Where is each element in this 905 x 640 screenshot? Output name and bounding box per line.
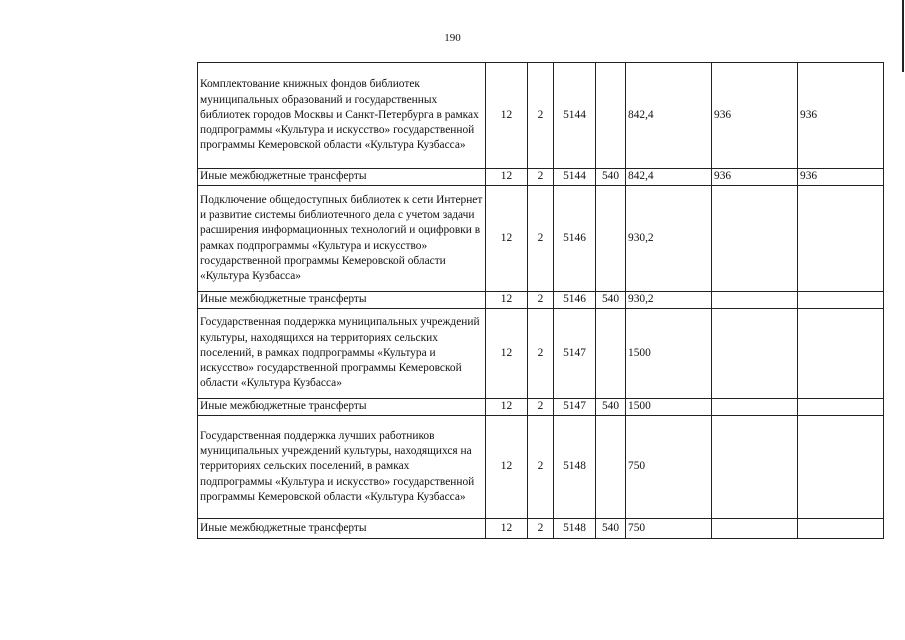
table-row <box>198 292 884 309</box>
target-code: 5147 <box>554 309 596 399</box>
target-code: 5148 <box>554 416 596 519</box>
amount-3 <box>798 292 884 309</box>
subsection-code: 2 <box>528 186 554 292</box>
expense-type-code <box>596 186 626 292</box>
amount-3: 936 <box>798 63 884 169</box>
page-edge-line <box>902 0 904 72</box>
section-code: 12 <box>486 309 528 399</box>
expense-type-code <box>596 309 626 399</box>
expense-type-code: 540 <box>596 399 626 416</box>
table-row <box>198 519 884 539</box>
amount-1: 750 <box>626 519 712 539</box>
amount-1: 930,2 <box>626 186 712 292</box>
row-description: Государственная поддержка муниципальных учреждений культуры, находящихся на территориях сельских поселений, в рамках подпрограммы «Культура и искусство» государственной программы Кемеровской области «Культура Кузбасса» <box>198 309 486 399</box>
amount-2 <box>712 186 798 292</box>
row-description: Иные межбюджетные трансферты <box>198 519 486 539</box>
amount-3 <box>798 519 884 539</box>
expense-type-code: 540 <box>596 519 626 539</box>
amount-3 <box>798 309 884 399</box>
target-code: 5146 <box>554 292 596 309</box>
expense-type-code <box>596 416 626 519</box>
row-description: Государственная поддержка лучших работников муниципальных учреждений культуры, находящихся на территориях сельских поселений, в рамках подпрограммы «Культура и искусство» государственной программы Кемеровской области «Культура Кузбасса» <box>198 416 486 519</box>
section-code: 12 <box>486 519 528 539</box>
target-code: 5144 <box>554 63 596 169</box>
subsection-code: 2 <box>528 292 554 309</box>
table-row <box>198 416 884 519</box>
row-description: Иные межбюджетные трансферты <box>198 169 486 186</box>
row-description: Подключение общедоступных библиотек к сети Интернет и развитие системы библиотечного дела с учетом задачи расширения информационных технологий и оцифровки в рамках подпрограммы «Культура и искусство» государственной программы Кемеровской области «Культура Кузбасса» <box>198 186 486 292</box>
table-row <box>198 169 884 186</box>
row-description: Иные межбюджетные трансферты <box>198 292 486 309</box>
target-code: 5146 <box>554 186 596 292</box>
row-description: Комплектование книжных фондов библиотек муниципальных образований и государственных библиотек городов Москвы и Санкт-Петербурга в рамках подпрограммы «Культура и искусство» государственной программы Кемеровской области «Культура Кузбасса» <box>198 63 486 169</box>
amount-1: 1500 <box>626 309 712 399</box>
amount-2 <box>712 292 798 309</box>
amount-2 <box>712 309 798 399</box>
amount-2: 936 <box>712 63 798 169</box>
row-description: Иные межбюджетные трансферты <box>198 399 486 416</box>
page-number: 190 <box>444 32 461 44</box>
subsection-code: 2 <box>528 63 554 169</box>
subsection-code: 2 <box>528 416 554 519</box>
section-code: 12 <box>486 186 528 292</box>
table-row <box>198 309 884 399</box>
table-row <box>198 399 884 416</box>
expense-type-code <box>596 63 626 169</box>
section-code: 12 <box>486 399 528 416</box>
amount-1: 842,4 <box>626 169 712 186</box>
expense-type-code: 540 <box>596 169 626 186</box>
section-code: 12 <box>486 169 528 186</box>
amount-1: 1500 <box>626 399 712 416</box>
section-code: 12 <box>486 416 528 519</box>
amount-3 <box>798 416 884 519</box>
amount-1: 930,2 <box>626 292 712 309</box>
amount-2 <box>712 399 798 416</box>
amount-3 <box>798 186 884 292</box>
subsection-code: 2 <box>528 309 554 399</box>
amount-3 <box>798 399 884 416</box>
amount-1: 842,4 <box>626 63 712 169</box>
section-code: 12 <box>486 292 528 309</box>
budget-table <box>197 62 884 539</box>
amount-2 <box>712 416 798 519</box>
target-code: 5148 <box>554 519 596 539</box>
subsection-code: 2 <box>528 519 554 539</box>
expense-type-code: 540 <box>596 292 626 309</box>
amount-2: 936 <box>712 169 798 186</box>
section-code: 12 <box>486 63 528 169</box>
subsection-code: 2 <box>528 169 554 186</box>
table-row <box>198 63 884 169</box>
amount-3: 936 <box>798 169 884 186</box>
amount-1: 750 <box>626 416 712 519</box>
subsection-code: 2 <box>528 399 554 416</box>
amount-2 <box>712 519 798 539</box>
table-row <box>198 186 884 292</box>
target-code: 5147 <box>554 399 596 416</box>
target-code: 5144 <box>554 169 596 186</box>
